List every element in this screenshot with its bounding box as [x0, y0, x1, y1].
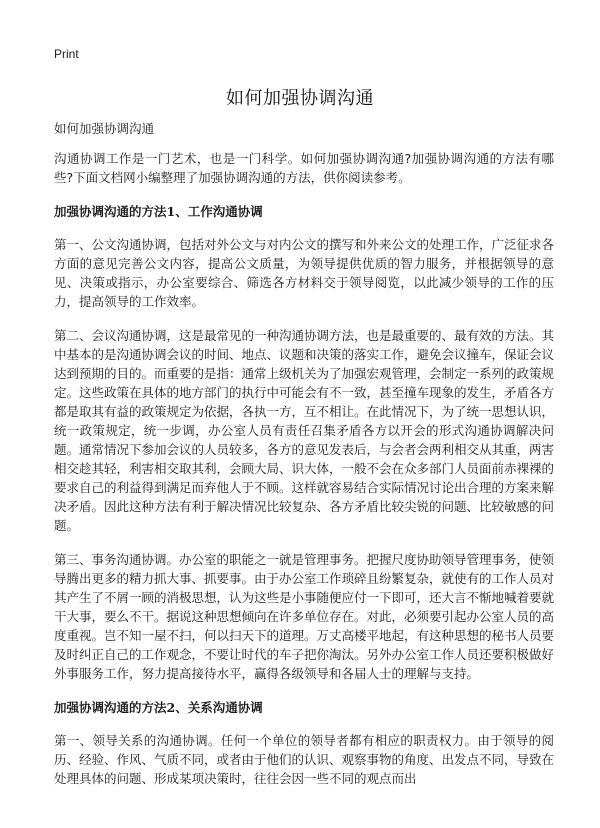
document-title: 如何加强协调沟通 [226, 88, 374, 109]
intro-paragraph: 沟通协调工作是一门艺术，也是一门科学。如何加强协调沟通?加强协调沟通的方法有哪些?下面文档网小编整理了加强协调沟通的方法，供你阅读参考。 [54, 151, 554, 185]
document-subtitle: 如何加强协调沟通 [54, 121, 155, 136]
section-1-paragraph-2: 第二、会议沟通协调，这是最常见的一种沟通协调方法，也是最重要的、最有效的方法。其中基本的是沟通协调会议的时间、地点、议题和决策的落实工作，避免会议撞车，保证会议达到预期的目的。而重要的是指：通常上级机关为了加强宏观管理，会制定一系列的政策规定。这些政策在具体的地方部门的执行中可能会有不一致，甚至撞车现象的发生，矛盾各方都是取其有益的政策规定为依据，各执一方，互不相让。在此情况下，为了统一思想认识，统一政策规定，统一步调，办公室人员有责任召集矛盾各方以开会的形式沟通协调解决问题。通常情况下参加会议的人员较多，各方的意见发表后，与会者会两利相交从其重，两害相交趁其轻，利害相交取其利，会顾大局、识大体，一般不会在众多部门人员面前赤裸裸的要求自己的利益得到满足而弃他人于不顾。这样就容易结合实际情况讨论出合理的方案来解决矛盾。因此这种方法有利于解决情况比较复杂、各方矛盾比较尖锐的问题、比较敏感的问题。 [54, 328, 555, 533]
section-2-heading: 加强协调沟通的方法2、关系沟通协调 [54, 700, 263, 715]
print-link[interactable]: Print [54, 47, 79, 61]
section-1-paragraph-1: 第一、公文沟通协调，包括对外公文与对内公文的撰写和外来公文的处理工作，广泛征求各方面的意见完善公文内容，提高公文质量，为领导提供优质的智力服务，并根据领导的意见、决策或指示，办公室要综合、筛选各方材料交于领导阅览，以此减少领导的工作的压力，提高领导的工作效率。 [54, 237, 555, 309]
section-1-paragraph-3: 第三、事务沟通协调。办公室的职能之一就是管理事务。把握尺度协助领导管理事务，使领导腾出更多的精力抓大事、抓要事。由于办公室工作琐碎且纷繁复杂，就使有的工作人员对其产生了不屑一顾的消极思想，认为这些是小事随便应付一下即可，还大言不惭地喊着要就干大事，要么不干。据说这种思想倾向在许多单位存在。对此，必须要引起办公室人员的高度重视。岂不知一屋不扫，何以扫天下的道理。万丈高楼平地起，有这种思想的秘书人员要及时纠正自己的工作观念，不要让时代的车子把你淘汰。另外办公室工作人员还要积极做好外事服务工作，努力提高接待水平，赢得各级领导和各届人士的理解与支持。 [54, 552, 555, 681]
section-1-heading: 加强协调沟通的方法1、工作沟通协调 [54, 204, 263, 219]
document-body [54, 119, 554, 803]
section-2-paragraph-1: 第一、领导关系的沟通协调。任何一个单位的领导者都有相应的职责权力。由于领导的阅历、经验、作风、气质不同，或者由于他们的认识、观察事物的角度、出发点不同，导致在处理具体的问题、形成某项决策时，往往会因一些不同的观点而出 [54, 733, 555, 786]
